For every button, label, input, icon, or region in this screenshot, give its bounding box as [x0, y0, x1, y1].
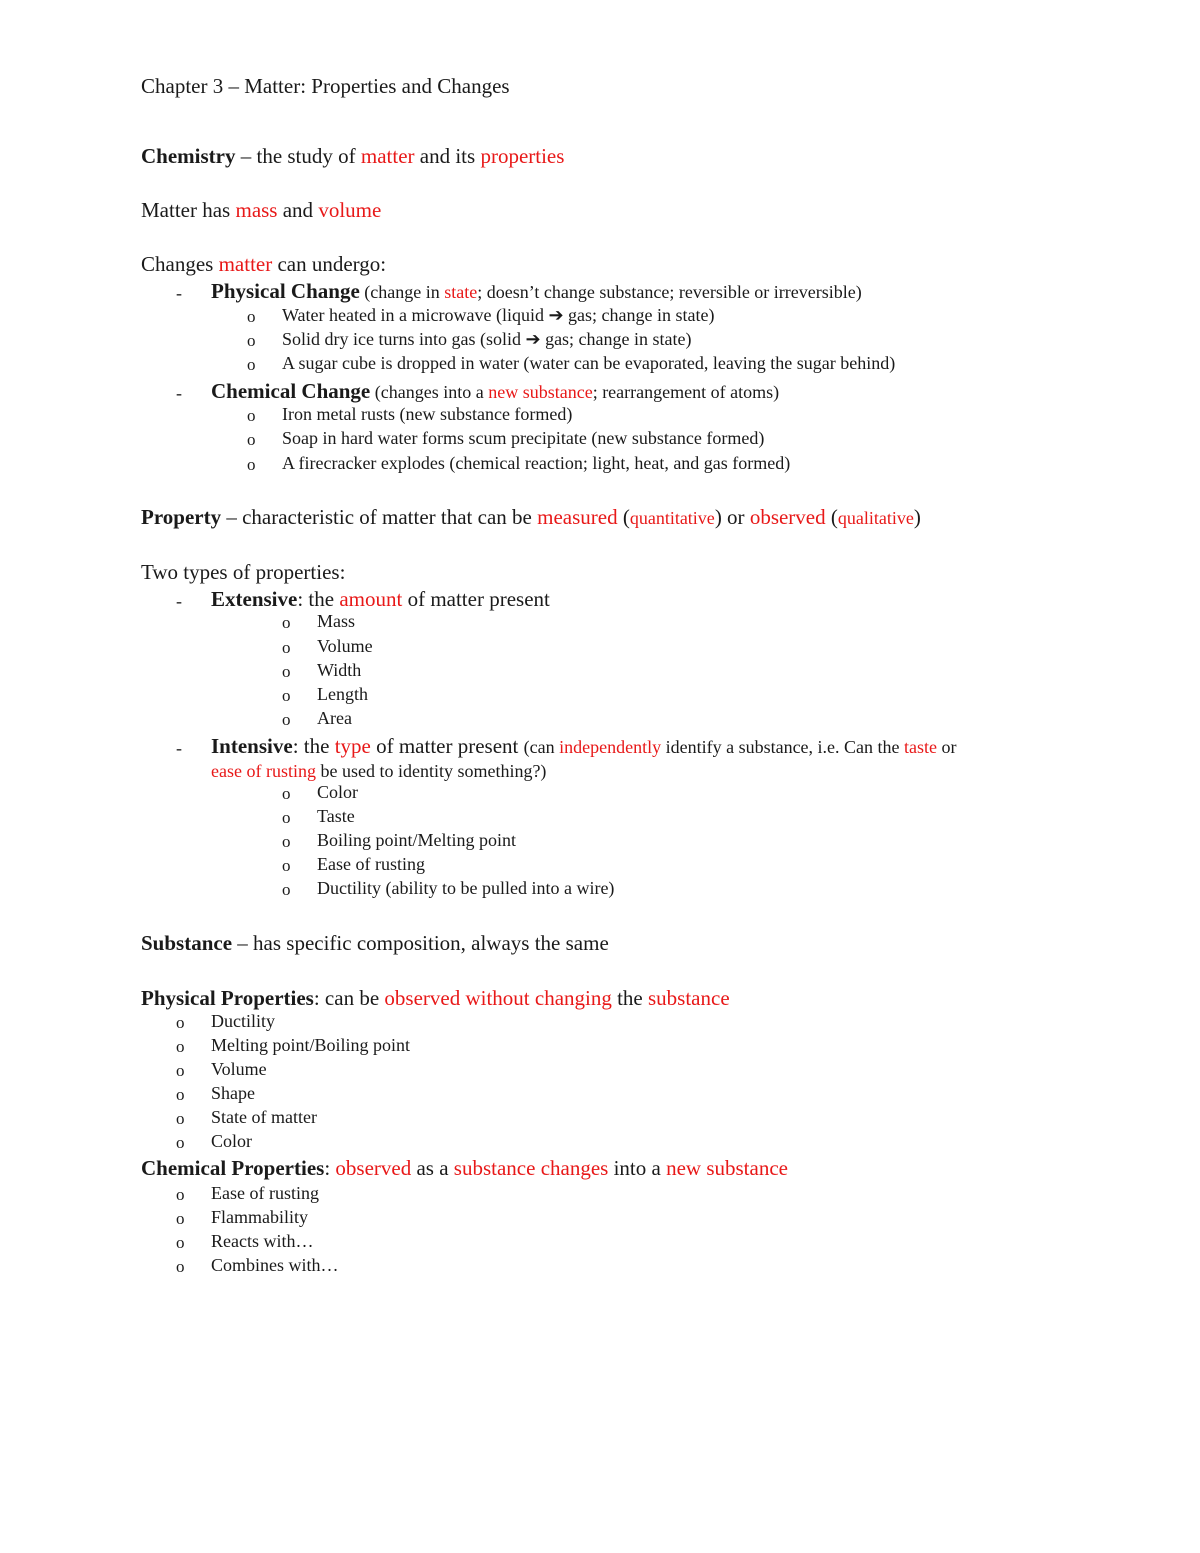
list-item: Flammability	[211, 1207, 308, 1227]
list-item: Ease of rusting	[211, 1183, 319, 1203]
sub-bullet: o	[176, 1037, 185, 1056]
two-types-heading: Two types of properties:	[141, 560, 346, 584]
sub-bullet: o	[282, 710, 291, 729]
physical-properties-definition: Physical Properties: can be observed without changing the substance	[141, 986, 730, 1010]
sub-bullet: o	[282, 613, 291, 632]
list-item: Ductility	[211, 1011, 275, 1031]
term-property: Property	[141, 505, 222, 529]
term-chemical-change: Chemical Change	[211, 379, 371, 403]
sub-bullet: o	[282, 832, 291, 851]
term-physical-change: Physical Change	[211, 279, 360, 303]
intensive-item: Intensive: the type of matter present (can independently identify a substance, i.e. Can the taste or	[211, 734, 957, 758]
sub-bullet: o	[247, 331, 256, 350]
list-item: Solid dry ice turns into gas (solid ➔ gas; change in state)	[282, 329, 692, 349]
sub-bullet: o	[247, 455, 256, 474]
sub-bullet: o	[282, 638, 291, 657]
extensive-item: Extensive: the amount of matter present	[211, 587, 550, 611]
sub-bullet: o	[176, 1133, 185, 1152]
sub-bullet: o	[247, 430, 256, 449]
list-item: Volume	[211, 1059, 267, 1079]
sub-bullet: o	[176, 1085, 185, 1104]
sub-bullet: o	[176, 1233, 185, 1252]
dash-bullet: -	[176, 591, 182, 611]
sub-bullet: o	[247, 355, 256, 374]
sub-bullet: o	[282, 856, 291, 875]
list-item: Reacts with…	[211, 1231, 314, 1251]
list-item: Volume	[317, 636, 373, 656]
sub-bullet: o	[282, 784, 291, 803]
list-item: Mass	[317, 611, 356, 631]
sub-bullet: o	[176, 1257, 185, 1276]
sub-bullet: o	[247, 307, 256, 326]
chemical-change-item: Chemical Change (changes into a new substance; rearrangement of atoms)	[211, 379, 780, 403]
list-item: Ease of rusting	[317, 854, 425, 874]
list-item: A firecracker explodes (chemical reaction; light, heat, and gas formed)	[282, 453, 791, 473]
dash-bullet: -	[176, 383, 182, 403]
sub-bullet: o	[247, 406, 256, 425]
list-item: Width	[317, 660, 362, 680]
sub-bullet: o	[176, 1061, 185, 1080]
sub-bullet: o	[176, 1185, 185, 1204]
term-chemical-properties: Chemical Properties	[141, 1156, 325, 1180]
term-extensive: Extensive	[211, 587, 298, 611]
changes-heading: Changes matter can undergo:	[141, 252, 387, 276]
dash-bullet: -	[176, 283, 182, 303]
sub-bullet: o	[282, 880, 291, 899]
list-item: Taste	[317, 806, 355, 826]
list-item: Combines with…	[211, 1255, 339, 1275]
list-item: Soap in hard water forms scum precipitate (new substance formed)	[282, 428, 765, 448]
term-physical-properties: Physical Properties	[141, 986, 314, 1010]
list-item: Area	[317, 708, 352, 728]
list-item: A sugar cube is dropped in water (water can be evaporated, leaving the sugar behind)	[282, 353, 896, 373]
property-definition: Property – characteristic of matter that can be measured (quantitative) or observed (qualitative)	[141, 505, 921, 529]
page-title: Chapter 3 – Matter: Properties and Changes	[141, 74, 510, 98]
list-item: Water heated in a microwave (liquid ➔ gas; change in state)	[282, 305, 715, 325]
chemical-properties-definition: Chemical Properties: observed as a substance changes into a new substance	[141, 1156, 788, 1180]
sub-bullet: o	[282, 662, 291, 681]
list-item: Length	[317, 684, 368, 704]
substance-definition: Substance – has specific composition, always the same	[141, 931, 609, 955]
sub-bullet: o	[176, 1209, 185, 1228]
sub-bullet: o	[176, 1013, 185, 1032]
list-item: Color	[317, 782, 359, 802]
term-chemistry: Chemistry	[141, 144, 236, 168]
sub-bullet: o	[282, 686, 291, 705]
intensive-continuation: ease of rusting be used to identity something?)	[211, 761, 547, 781]
term-intensive: Intensive	[211, 734, 293, 758]
list-item: State of matter	[211, 1107, 317, 1127]
list-item: Color	[211, 1131, 253, 1151]
list-item: Shape	[211, 1083, 255, 1103]
list-item: Melting point/Boiling point	[211, 1035, 411, 1055]
list-item: Boiling point/Melting point	[317, 830, 517, 850]
dash-bullet: -	[176, 738, 182, 758]
sub-bullet: o	[176, 1109, 185, 1128]
list-item: Iron metal rusts (new substance formed)	[282, 404, 573, 424]
matter-has-line: Matter has mass and volume	[141, 198, 382, 222]
sub-bullet: o	[282, 808, 291, 827]
term-substance: Substance	[141, 931, 233, 955]
list-item: Ductility (ability to be pulled into a wire)	[317, 878, 615, 898]
chemistry-definition: Chemistry – the study of matter and its properties	[141, 144, 565, 168]
physical-change-item: Physical Change (change in state; doesn’t change substance; reversible or irreversible)	[211, 279, 862, 303]
